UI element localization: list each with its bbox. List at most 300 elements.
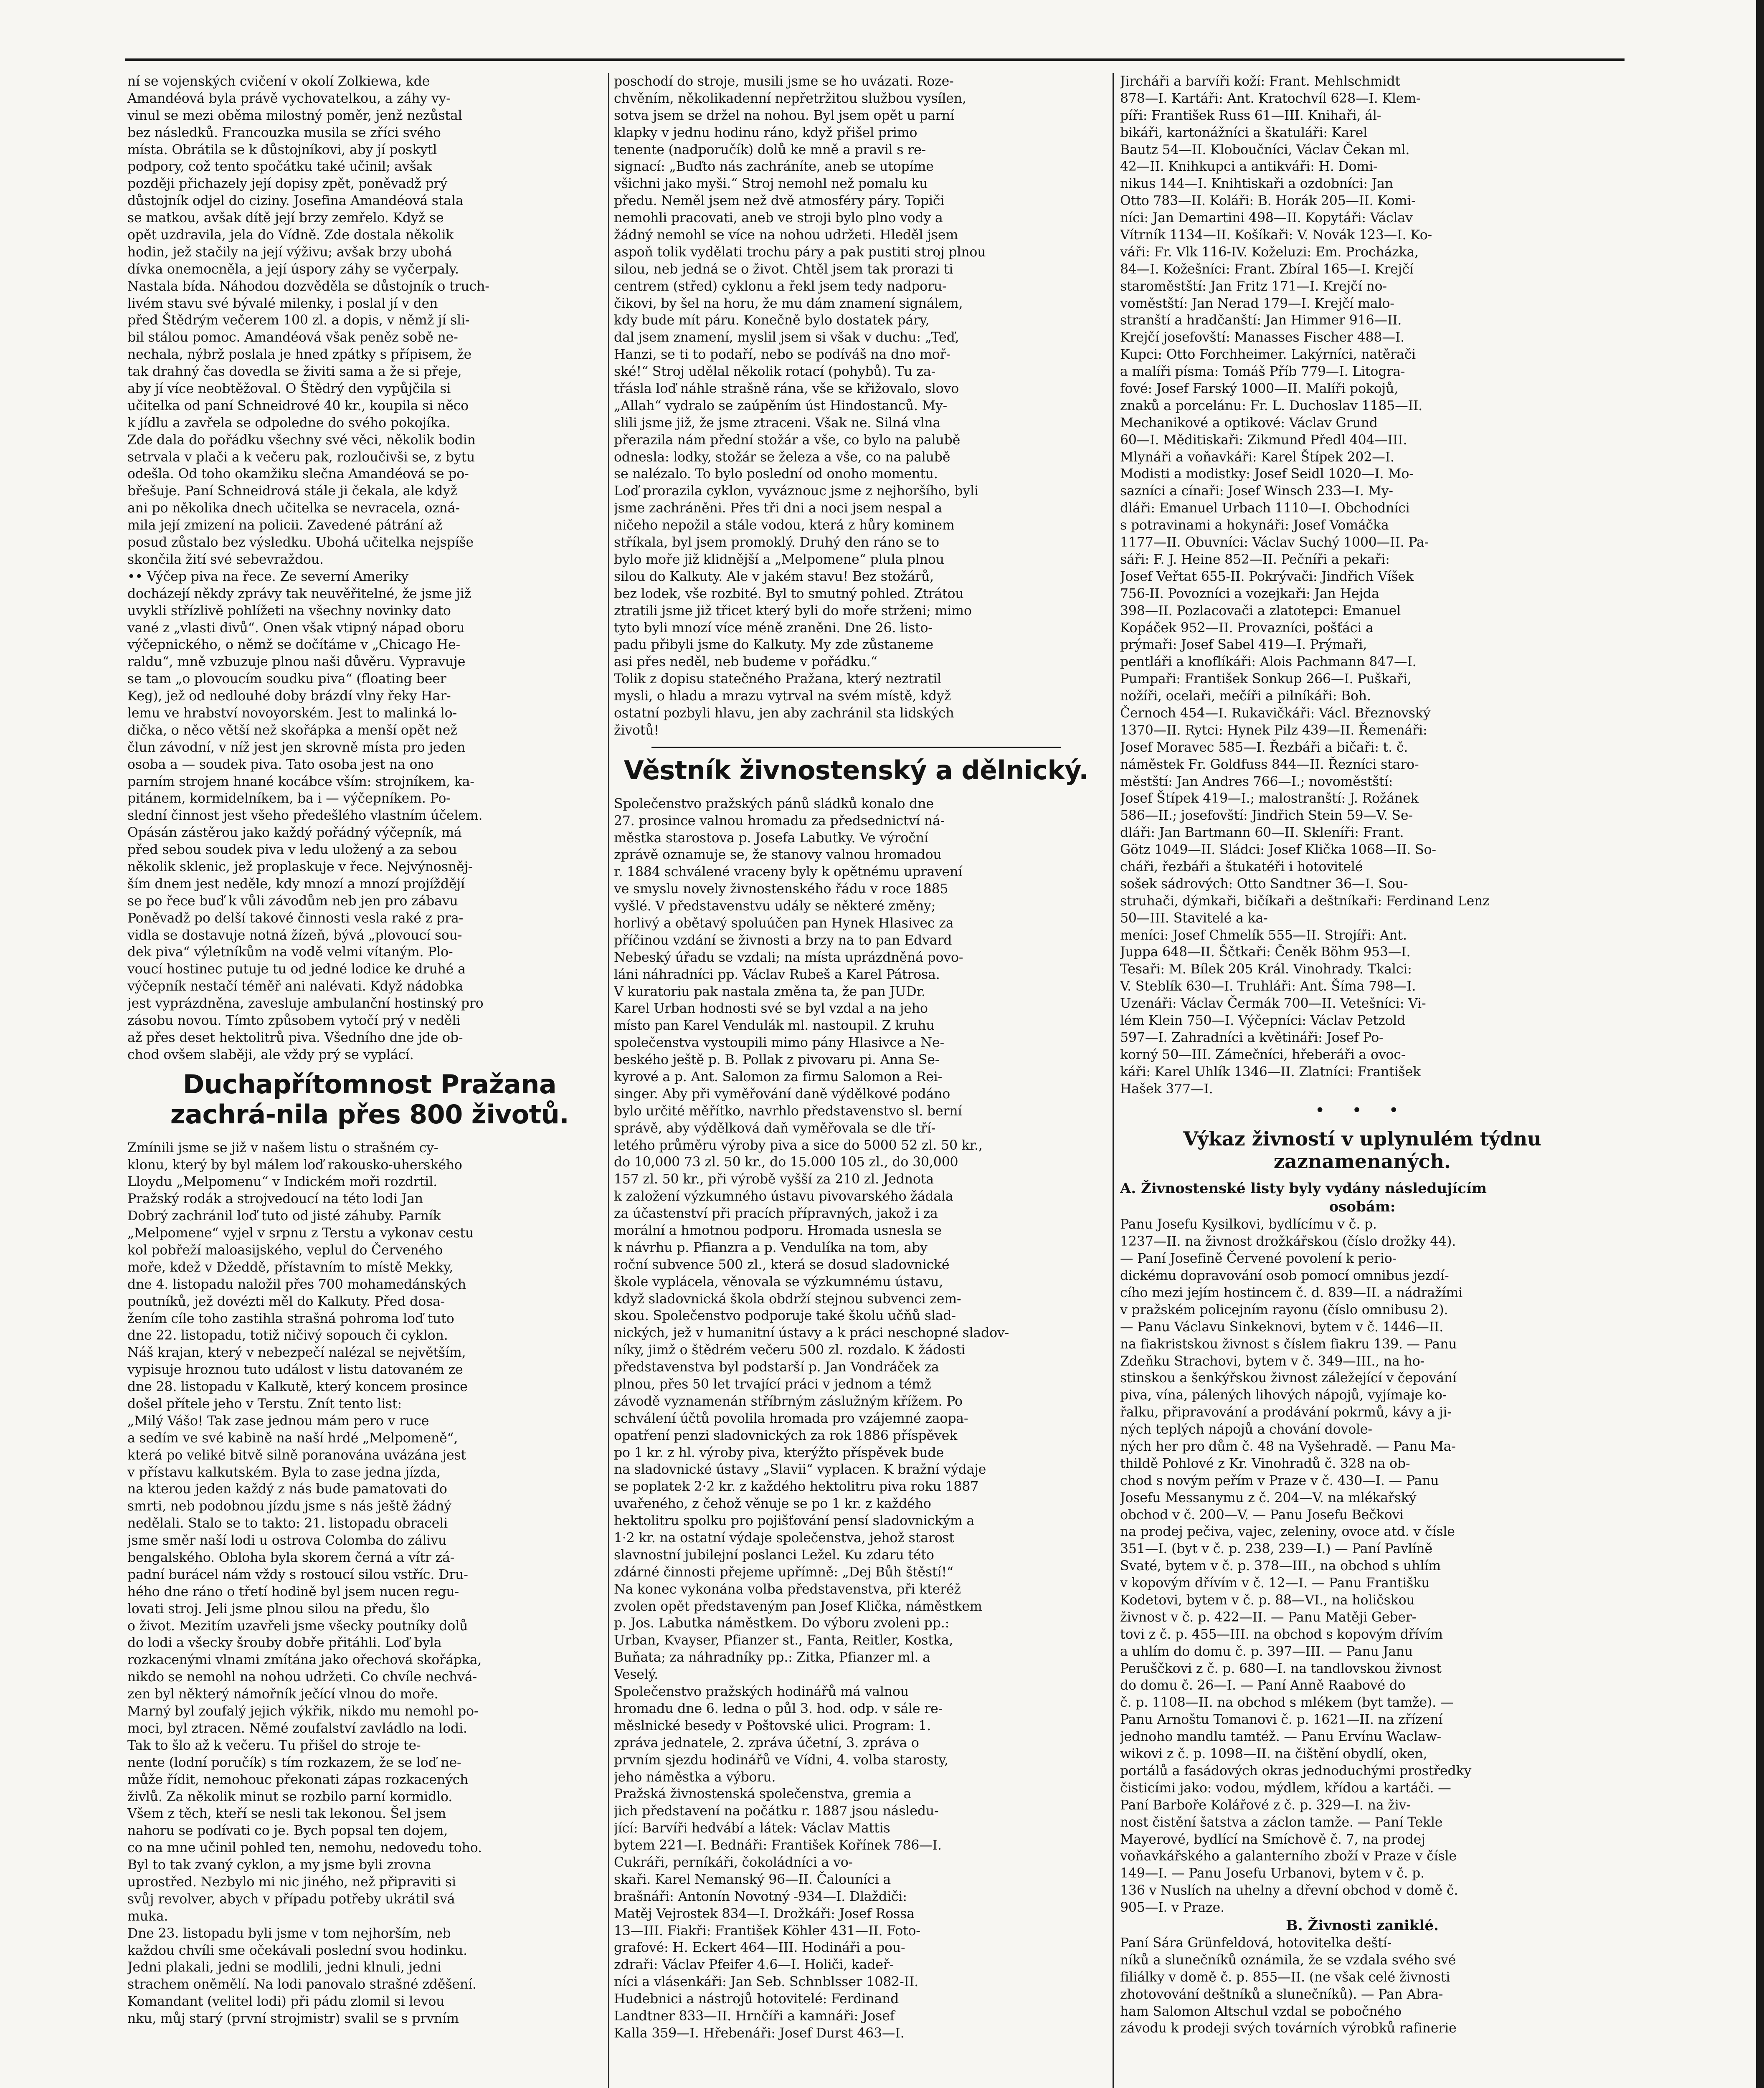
text-line: na kterou jeden každý z nás bude pamatovati do: [127, 1482, 447, 1497]
text-line: bylo určité měřítko, navrhlo představenstvo sl. berní: [614, 1103, 962, 1119]
text-line: do lodi a všecky šrouby dobře přitáhli. Loď byla: [127, 1635, 442, 1651]
text-line: předu. Neměl jsem než dvě atmosféry páry. Topiči: [614, 193, 945, 209]
text-line: svůj revolver, abych v případu potřeby ukrátil svá: [127, 1891, 455, 1907]
text-line: silou, neb jedná se o život. Chtěl jsem tak prorazi ti: [614, 261, 953, 277]
text-line: a malíři písma: Tomáš Příb 779—I. Litogra-: [1120, 364, 1405, 380]
text-line: staroměstští: Jan Fritz 171—I. Krejčí no-: [1120, 279, 1387, 294]
text-line: sošek sádrových: Otto Sandtner 36—I. Sou-: [1120, 876, 1408, 892]
text-line: jsme směr naší lodi u ostrova Colomba do zálivu: [127, 1533, 447, 1548]
column-1: [127, 73, 612, 2088]
text-line: dívka onemocněla, a její úspory záhy se vyčerpaly.: [127, 261, 459, 277]
text-line: níků a slunečníků oznámila, že se vzdala svého své: [1120, 1952, 1456, 1968]
text-line: závodě vyznamenán stříbrným záslužným křížem. Po: [614, 1394, 963, 1409]
text-line: dickému dopravování osob pomocí omnibus jezdí-: [1120, 1268, 1449, 1284]
text-line: aspoň tolik vydělati trochu páry a pak pustiti stroj plnou: [614, 244, 986, 260]
text-line: živlů. Za několik minut se rozbilo parní kormidlo.: [127, 1789, 453, 1804]
text-line: moci, byl ztracen. Němé zoufalství zavládlo na lodi.: [127, 1721, 467, 1736]
text-line: odnesla: lodky, stožár se železa a vše, co na palubě: [614, 449, 950, 465]
text-line: prvním sjezdu hodinářů ve Vídni, 4. volba starosty,: [614, 1752, 948, 1768]
text-line: znaků a porcelánu: Fr. L. Duchoslav 1185—II.: [1120, 398, 1422, 413]
text-line: Svaté, bytem v č. p. 378—III., na obchod s uhlím: [1120, 1558, 1441, 1574]
text-line: do domu č. 26—I. — Paní Anně Raabové do: [1120, 1678, 1406, 1693]
text-line: může řídit, nemohouc překonati zápas rozkacených: [127, 1772, 469, 1787]
text-line: Panu Josefu Kysilkovi, bydlícímu v č. p.: [1120, 1217, 1377, 1232]
text-line: Matěj Vejrostek 834—I. Drožkáři: Josef Rossa: [614, 1906, 915, 1921]
text-line: ostatní pozbyli hlavu, jen aby zachránil sta lidských: [614, 705, 954, 721]
text-line: Kupci: Otto Forchheimer. Lakýrníci, natěrači: [1120, 347, 1416, 362]
text-line: Lloydu „Melpomenu“ v Indickém moři rozdrtil.: [127, 1174, 437, 1190]
text-line: Bautz 54—II. Kloboučníci, Václav Čekan ml.: [1120, 142, 1410, 157]
text-line: Tolik z dopisu statečného Pražana, který neztratil: [614, 672, 941, 687]
text-line: bez lodek, vše rozbité. Byl to smutný pohled. Ztrátou: [614, 586, 964, 601]
text-line: thildě Pohlové z Kr. Vinohradů č. 328 na ob-: [1120, 1456, 1410, 1471]
text-line: posud zůstalo bez výsledku. Ubohá učitelka nejspíše: [127, 535, 474, 550]
text-line: mysli, o hladu a mrazu vytrval na svém místě, když: [614, 689, 951, 704]
text-line: beského ještě p. B. Pollak z pivovaru pi. Anna Se-: [614, 1052, 940, 1068]
text-line: voňavkářského a galanterního zboží v Praze v čísle: [1120, 1849, 1457, 1864]
text-line: dláři: Emanuel Urbach 1110—I. Obchodníci: [1120, 501, 1410, 516]
text-line: místa. Obrátila se k důstojníkovi, aby jí poskytl: [127, 142, 437, 157]
text-line: — Paní Josefině Červené povolení k perio-: [1120, 1251, 1397, 1267]
text-line: nku, můj starý (první strojmistr) svalil se s prvním: [127, 2011, 459, 2027]
text-line: živnost v č. p. 422—II. — Panu Matěji Geber-: [1120, 1609, 1417, 1625]
text-line: společenstva vystoupili mimo pány Hlasivce a Ne-: [614, 1035, 944, 1051]
text-line: bez následků. Francouzka musila se zříci svého: [127, 125, 441, 140]
text-line: poutníků, jež dovézti měl do Kalkuty. Před dosa-: [127, 1294, 445, 1309]
text-line: •• Výčep piva na řece. Ze severní Ameriky: [127, 569, 409, 584]
text-line: kdy bude mít páru. Konečně bylo dostatek páry,: [614, 313, 930, 328]
text-line: uvařeného, z čehož věnuje se po 1 kr. z každého: [614, 1496, 931, 1512]
text-line: se nalézalo. To bylo poslední od onoho momentu.: [614, 466, 938, 482]
text-line: korný 50—III. Zámečníci, hřeberáři a ovoc-: [1120, 1047, 1406, 1062]
text-line: prýmaři: Josef Sabel 419—I. Prýmaři,: [1120, 637, 1367, 653]
text-line: pentláři a knoflíkáři: Alois Pachmann 847—I.: [1120, 654, 1417, 670]
text-line: zhotovování deštníků a slunečníků). — Pan Abra-: [1120, 1987, 1443, 2002]
section-title-vestnik: Věstník živnostenský a dělnický.: [623, 755, 1089, 786]
text-line: se poplatek 2·2 kr. z každého hektolitru piva roku 1887: [614, 1479, 979, 1495]
text-line: asi přes neděl, neb budeme v pořádku.“: [614, 654, 877, 670]
text-line: co na mne učinil pohled ten, nemohu, nedovedu toho.: [127, 1840, 482, 1856]
text-line: portálů a fasádových okras jednoduchými prostředky: [1120, 1763, 1472, 1779]
column-3-text-b: [1120, 1216, 1604, 1916]
text-line: Karel Urban hodnosti své se byl vzdal a na jeho: [614, 1001, 928, 1016]
text-line: Urban, Kvayser, Pfianzer st., Fanta, Reitler, Kostka,: [614, 1633, 953, 1648]
text-line: v přístavu kalkutském. Byla to zase jedna jízda,: [127, 1465, 441, 1480]
text-line: 149—I. — Panu Josefu Urbanovi, bytem v č. p.: [1120, 1866, 1424, 1881]
text-line: bikáři, kartonážníci a škatuláři: Karel: [1120, 125, 1368, 140]
text-line: se matkou, avšak dítě její brzy zemřelo. Když se: [127, 210, 444, 226]
text-line: Josef Moravec 585—I. Řezbáři a bičaři: t. č.: [1120, 740, 1408, 755]
text-line: osoba a — soudek piva. Tato osoba jest na ono: [127, 757, 434, 772]
text-line: Pražská živnostenská společenstva, gremia a: [614, 1786, 912, 1802]
text-line: aby jí více neobtěžoval. O Štědrý den vypůjčila si: [127, 381, 451, 397]
text-line: Nastala bída. Náhodou dozvěděla se důstojník o truch-: [127, 279, 489, 294]
text-line: Hudebnici a nástrojů hotovitelé: Ferdinand: [614, 1992, 899, 2007]
text-line: nost čistění šatstva a záclon tamže. — Paní Tekle: [1120, 1814, 1443, 1830]
text-line: plnou, přes 50 let trvající práci v jednom a témž: [614, 1377, 931, 1392]
text-line: váři: Fr. Vlk 116-IV. Koželuzi: Em. Procházka,: [1120, 244, 1419, 260]
text-line: V. Steblík 630—I. Truhláři: Ant. Šíma 798—I.: [1120, 979, 1416, 994]
text-line: došel přítele jeho v Terstu. Znít tento list:: [127, 1396, 402, 1412]
text-line: — Panu Václavu Sinkeknovi, bytem v č. 1446—II.: [1120, 1319, 1444, 1335]
text-line: bengalského. Obloha byla skorem černá a vítr zá-: [127, 1550, 455, 1566]
text-line: grafové: H. Eckert 464—III. Hodináři a pou-: [614, 1940, 905, 1956]
text-line: opatření penzi sladovnických za rok 1886 příspěvek: [614, 1428, 958, 1443]
text-line: slavnostní jubilejní poslanci Ležel. Ku zdaru této: [614, 1547, 934, 1563]
text-line: káři: Karel Uhlík 1346—II. Zlatníci: František: [1120, 1064, 1421, 1079]
text-line: 905—I. v Praze.: [1120, 1900, 1224, 1916]
text-line: stranští a hradčanští: Jan Himmer 916—II.: [1120, 313, 1402, 328]
text-line: bil stálou pomoc. Amandéová však peněz sobě ne-: [127, 330, 458, 345]
text-line: na fiakristskou živnost s číslem fiakru 139. — Panu: [1120, 1336, 1457, 1352]
text-line: Josefu Messanymu z č. 204—V. na mlékařský: [1120, 1490, 1417, 1505]
text-line: sazníci a cínaři: Josef Winsch 233—I. My-: [1120, 484, 1393, 499]
text-line: klapky v jednu hodinu ráno, když přišel primo: [614, 125, 917, 140]
text-line: Panu Arnoštu Tomanovi č. p. 1621—II. na zřízení: [1120, 1712, 1443, 1728]
text-line: Marný byl zoufalý jejich výkřik, nikdo mu nemohl po-: [127, 1704, 479, 1719]
text-line: voucí hostinec putuje tu od jedné lodice ke druhé a: [127, 962, 466, 977]
text-line: dne 4. listopadu naložil přes 700 mohamedánských: [127, 1277, 466, 1292]
text-line: Loď prorazila cyklon, vyváznouc jsme z nejhoršího, byli: [614, 484, 978, 499]
text-line: vané z „vlasti divů“. Onen však vtipný nápad oboru: [127, 620, 465, 636]
column-2-text-b: [614, 796, 1098, 2042]
text-line: muka.: [127, 1908, 168, 1924]
text-line: nických, jež v humanitní ústavy a k práci neschopné sladov-: [614, 1325, 1009, 1341]
text-line: moře, kdež v Džeddě, přístavním to místě Mekky,: [127, 1259, 453, 1275]
text-line: bytem 221—I. Bednáři: František Kořínek 786—I.: [614, 1838, 942, 1853]
text-line: nedělali. Stalo se to takto: 21. listopadu obraceli: [127, 1516, 448, 1531]
text-line: mila její zmizení na policii. Zavedené pátrání až: [127, 518, 442, 533]
top-rule: [125, 58, 1625, 61]
text-line: Hanzi, se ti to podaří, nebo se podíváš na dno moř-: [614, 347, 950, 362]
text-line: zen byl některý námořník ječící vlnou do moře.: [127, 1687, 438, 1702]
text-line: Paní Sára Grünfeldová, hotovitelka deští-: [1120, 1935, 1392, 1951]
text-line: žádný nemohl se více na nohou udržeti. Hleděl jsem: [614, 228, 958, 243]
text-line: schválení účtů povolila hromada pro vzájemné zaopa-: [614, 1411, 968, 1426]
text-line: Jedni plakali, jedni se modlili, jedni klnuli, jedni: [127, 1960, 441, 1975]
text-line: a uhlím do domu č. p. 397—III. — Panu Janu: [1120, 1644, 1413, 1659]
text-line: městští: Jan Andres 766—I.; novoměstští:: [1120, 774, 1393, 789]
text-line: vinul se mezi oběma milostný poměr, jenž nezůstal: [127, 108, 462, 123]
text-line: tovi z č. p. 455—III. na obchod s kopovým dřívím: [1120, 1627, 1443, 1642]
text-line: hého dne ráno o třetí hodině byl jsem nucen regu-: [127, 1584, 459, 1599]
text-line: k návrhu p. Pfianzra a p. Vendulíka na tom, aby: [614, 1240, 928, 1255]
text-line: škole vyplácela, věnovala se výzkumnému ústavu,: [614, 1274, 943, 1290]
text-line: zdárné činnosti přejeme upřímně: „Dej Bůh štěstí!“: [614, 1564, 953, 1580]
text-line: 84—I. Kožešníci: Frant. Zbíral 165—I. Krejčí: [1120, 261, 1414, 277]
text-line: níky, jimž o štědrém večeru 500 zl. rozdalo. K žádosti: [614, 1343, 966, 1358]
text-line: a sedím ve své kabině na naší hrdé „Melpomeně“,: [127, 1430, 458, 1446]
text-line: stinskou a šenkýřskou živnost záležející v čepování: [1120, 1371, 1457, 1386]
subhead-a: A. Živnostenské listy byly vydány následujícím: [1120, 1180, 1487, 1197]
text-line: dláři: Jan Bartmann 60—II. Skleníři: Frant.: [1120, 825, 1404, 841]
text-line: parním strojem hnané kocábce vším: strojníkem, ka-: [127, 774, 474, 789]
text-line: Dne 23. listopadu byli jsme v tom nejhorším, neb: [127, 1926, 451, 1941]
column-1-text-a: [127, 73, 612, 1064]
text-line: roční subvence 500 zl., která se dosud sladovnické: [614, 1257, 950, 1272]
text-line: podpory, což tento spočátku také učinil; avšak: [127, 159, 432, 175]
text-line: obchod v č. 200—V. — Panu Josefu Bečkovi: [1120, 1507, 1404, 1523]
text-line: třásla loď náhle strašně rána, vše se křižovalo, slovo: [614, 381, 959, 397]
text-line: po 1 kr. z hl. výroby piva, kterýžto příspěvek bude: [614, 1445, 944, 1460]
text-line: 60—I. Měditiskaři: Zikmund Předl 404—III.: [1120, 432, 1407, 448]
text-line: čisticími jako: vodou, mýdlem, křídou a kartáči. —: [1120, 1780, 1451, 1796]
text-line: stříkala, byl jsem promoklý. Druhý den ráno se to: [614, 535, 939, 550]
text-line: lém Klein 750—I. Výčepníci: Václav Petzold: [1120, 1013, 1406, 1028]
text-line: wikovi z č. p. 1098—II. na čištění obydlí, oken,: [1120, 1746, 1427, 1762]
text-line: piva, vína, pálených lihových nápojů, vyjímaje ko-: [1120, 1388, 1447, 1403]
text-line: 27. prosince valnou hromadu za předsednictví ná-: [614, 813, 945, 829]
text-line: Josef Veřtat 655-II. Pokrývači: Jindřich Víšek: [1120, 569, 1414, 584]
text-line: centrem (střed) cyklonu a řekl jsem tedy nadporu-: [614, 279, 947, 294]
text-line: dička, o něco větší než skořápka a menší opět než: [127, 722, 457, 738]
text-line: padu přibyli jsme do Kalkuty. My zde zůstaneme: [614, 637, 933, 653]
text-line: ské!“ Stroj udělal několik rotací (pohybů). Tu za-: [614, 364, 936, 380]
text-line: Veselý.: [614, 1667, 658, 1683]
text-line: Jircháři a barvíři koží: Frant. Mehlschmidt: [1120, 74, 1400, 89]
text-line: k jídlu a zavřela se odpoledne do svého pokojíka.: [127, 415, 451, 431]
text-line: Buňata; za náhradníky pp.: Zitka, Pfianzer ml. a: [614, 1650, 930, 1665]
text-line: pitánem, kormidelníkem, ba i — výčepníkem. Po-: [127, 791, 451, 806]
text-line: hodin, jež stačily na její výživu; avšak brzy ubohá: [127, 244, 452, 260]
text-line: Götz 1049—II. Sládci: Josef Klička 1068—II. So-: [1120, 842, 1436, 858]
text-line: za účastenství při pracích přípravných, jakož i za: [614, 1206, 938, 1221]
text-line: v pražském policejním rayonu (číslo omnibusu 2).: [1120, 1302, 1448, 1318]
text-line: později přichazely její dopisy zpět, poněvadž prý: [127, 176, 448, 192]
text-line: Společenstvo pražských pánů sládků konalo dne: [614, 796, 934, 811]
text-line: r. 1884 schválené vraceny byly k opětnému upravení: [614, 864, 963, 880]
section-title-vykaz: Výkaz živností v uplynulém týdnu zaznamenaných.: [1183, 1128, 1541, 1173]
text-line: uvykli střízlivě pohlížeti na všechny novinky dato: [127, 603, 451, 618]
column-divider-2: [1113, 73, 1114, 2088]
text-line: se tam „o plovoucím soudku piva“ (floating beer: [127, 672, 446, 687]
text-line: zdraři: Václav Pfeifer 4.6—I. Holiči, kadeř-: [614, 1957, 894, 1973]
text-line: vidla se dostavuje notná žízeň, bývá „plovoucí sou-: [127, 927, 462, 943]
text-line: nikus 144—I. Knihtiskaři a ozdobníci: Jan: [1120, 176, 1393, 192]
text-line: Mechanikové a optikové: Václav Grund: [1120, 415, 1378, 431]
text-line: nemohli pracovati, aneb ve stroji bylo plno vody a: [614, 210, 943, 226]
text-line: poschodí do stroje, musili jsme se ho uvázati. Roze-: [614, 74, 954, 89]
text-line: ní se vojenských cvičení v okolí Zolkiewa, kde: [127, 74, 430, 89]
text-line: ných her pro dům č. 48 na Vyšehradě. — Panu Ma-: [1120, 1439, 1456, 1455]
text-line: 1237—II. na živnost drožkářskou (číslo drožky 44).: [1120, 1234, 1456, 1249]
text-line: cího mezi jejím hostincem č. d. 839—II. a nádražími: [1120, 1285, 1463, 1300]
text-line: skaři. Karel Nemanský 96—II. Čalouníci a: [614, 1872, 891, 1887]
text-line: Nebeský úřadu se vzdali; na místa uprázdněná povo-: [614, 950, 963, 965]
text-line: chod s novým peřím v Praze v č. 430—I. — Panu: [1120, 1473, 1439, 1488]
text-line: 878—I. Kartáři: Ant. Kratochvíl 628—I. Klem-: [1120, 91, 1421, 106]
text-line: skončila žití své sebevraždou.: [127, 552, 324, 567]
text-line: 1177—II. Obuvníci: Václav Suchý 1000—II. Pa-: [1120, 535, 1429, 550]
text-line: na sladovnické ústavy „Slavii“ vyplacen. K bražní výdaje: [614, 1462, 986, 1477]
text-line: žením cíle toho zastihla strašná pohroma loď tuto: [127, 1311, 454, 1326]
text-line: ničeho nepožil a stále vodou, která z hůry kominem: [614, 518, 955, 533]
text-line: vyšlé. V představenstvu udály se některé změny;: [614, 899, 936, 914]
text-line: sotva jsem se držel na nohou. Byl jsem opět u parní: [614, 108, 954, 123]
right-edge-margin: [1756, 0, 1764, 2088]
text-line: struhači, dýmkaři, bičíkaři a deštníkaři: Ferdinand Lenz: [1120, 893, 1490, 909]
text-line: která po veliké bitvě silně poranována uvázána jest: [127, 1447, 466, 1463]
text-line: silou do Kalkuty. Ale v jakém stavu! Bez stožárů,: [614, 569, 934, 584]
text-line: letého průměru výroby piva a sice do 5000 52 zl. 50 kr.,: [614, 1138, 983, 1153]
text-line: až přes deset hektolitrů piva. Všedního dne jde ob-: [127, 1030, 463, 1045]
text-line: níci: Jan Demartini 498—II. Kopytáři: Václav: [1120, 210, 1413, 226]
text-line: dal jsem znamení, myslil jsem si však v duchu: „Teď,: [614, 330, 959, 345]
text-line: meníci: Josef Chmelík 555—II. Strojíři: Ant.: [1120, 927, 1407, 943]
text-line: voměstští: Jan Nerad 179—I. Krejčí malo-: [1120, 296, 1394, 311]
column-3: [1120, 73, 1604, 2088]
text-line: chod ovšem slaběji, ale vždy prý se vyplácí.: [127, 1047, 414, 1062]
text-line: břešuje. Paní Schneidrová stále ji čekala, ale když: [127, 484, 457, 499]
text-line: tyto byli mnozí více méně zraněni. Dne 26. listo-: [614, 620, 933, 636]
text-line: nahoru se podívati co je. Bych popsal ten dojem,: [127, 1823, 448, 1839]
column-3-text-a: [1120, 73, 1604, 1097]
text-line: 157 zl. 50 kr., při výrobě vyšší za 210 zl. Jednota: [614, 1172, 934, 1187]
text-line: brašnáři: Antonín Novotný -934—I. Dlaždiči:: [614, 1889, 907, 1904]
text-line: Byl to tak zvaný cyklon, a my jsme byli zrovna: [127, 1857, 431, 1873]
text-line: přerazila nám přední stožár a vše, co bylo na palubě: [614, 432, 961, 448]
text-line: cháři, řezbáři a štukatéři i hotovitelé: [1120, 859, 1363, 874]
text-line: Juppa 648—II. Ščtkaři: Čeněk Böhm 953—I.: [1120, 945, 1411, 960]
text-line: Krejčí josefovští: Manasses Fischer 488—I.: [1120, 330, 1404, 345]
text-line: Společenstvo pražských hodinářů má valnou: [614, 1684, 909, 1700]
text-line: raldu“, mně vzbuzuje plnou naši důvěru. Vypravuje: [127, 654, 466, 670]
text-line: každou chvíli sme očekávali poslední svou hodinku.: [127, 1943, 467, 1958]
column-3-text-c: [1120, 1935, 1604, 2037]
text-line: „Milý Vášo! Tak zase jednou mám pero v ruce: [127, 1413, 429, 1429]
text-line: padní burácel nám vždy s rostoucí silou vstříc. Dru-: [127, 1567, 468, 1582]
text-line: Tesaři: M. Bílek 205 Král. Vinohrady. Tkalci:: [1120, 962, 1412, 977]
column-2: [614, 73, 1098, 2088]
text-line: livém stavu své bývalé milenky, i poslal jí v den: [127, 296, 438, 311]
text-line: 42—II. Knihkupci a antikváři: H. Domi-: [1120, 159, 1378, 175]
text-line: představenstva byl podstarší p. Jan Vondráček za: [614, 1360, 939, 1375]
text-line: před sebou soudek piva v ledu uložený a za sebou: [127, 842, 457, 858]
text-line: řalku, připravování a prodávání pokrmů, kávy a ji-: [1120, 1405, 1452, 1420]
text-line: tak drahný čas dovedla se živiti sama a že si přeje,: [127, 364, 462, 380]
text-line: zprávě oznamuje se, že stanovy valnou hromadou: [614, 847, 942, 863]
text-line: dne 22. listopadu, totiž ničivý sopouch či cyklon.: [127, 1328, 448, 1343]
text-line: důstojník odjel do ciziny. Josefina Amandéová stala: [127, 193, 464, 209]
text-line: 1·2 kr. na ostatní výdaje společenstva, jehož starost: [614, 1531, 955, 1546]
text-line: jednoho mandlu tamtéž. — Panu Ervínu Waclaw-: [1120, 1729, 1441, 1745]
text-line: strachem oněmělí. Na lodi panovalo strašné zděšení.: [127, 1977, 476, 1992]
text-line: Peruščkovi z č. p. 680—I. na tandlovskou živnost: [1120, 1661, 1442, 1676]
text-line: člun závodní, v níž jest jen skrovně místa pro jeden: [127, 740, 466, 755]
text-line: několik sklenic, jež proplaskuje v řece. Nejvýnosněj-: [127, 859, 473, 874]
text-line: čikovi, by šel na horu, že mu dám znamení signálem,: [614, 296, 963, 311]
text-line: měslnické besedy v Poštovské ulici. Program: 1.: [614, 1718, 931, 1733]
text-line: Na konec vykonána volba představenstva, při kteréž: [614, 1581, 961, 1597]
text-line: jící: Barvíři hedvábí a látek: Václav Mattis: [614, 1821, 890, 1836]
text-line: Landtner 833—II. Hrnčíři a kamnáři: Josef: [614, 2008, 895, 2024]
text-line: skou. Společenstvo podporuje také školu učňů slad-: [614, 1308, 956, 1324]
text-line: Zmínili jsme se již v našem listu o strašném cy-: [127, 1140, 438, 1155]
text-line: Josef Štípek 419—I.; malostranští: J. Rožánek: [1120, 791, 1419, 806]
text-line: singer. Aby při vyměřování daně výdělkové podáno: [614, 1086, 950, 1102]
text-line: morální a hmotnou podporu. Hromada usnesla se: [614, 1223, 942, 1238]
text-line: Uzenáři: Václav Čermák 700—II. Vetešníci: Vi-: [1120, 996, 1426, 1011]
text-line: uprostřed. Nezbylo mi nic jiného, než připraviti si: [127, 1874, 456, 1890]
text-line: 586—II.; josefovští: Jindřich Stein 59—V. Se-: [1120, 808, 1413, 824]
text-line: o život. Mezitím uzavřeli jsme všecky poutníky dolů: [127, 1618, 468, 1634]
text-line: 50—III. Stavitelé a ka-: [1120, 910, 1268, 926]
text-line: ani po několika dnech učitelka se nevracela, ozná-: [127, 501, 460, 516]
text-line: ham Salomon Altschul vzdal se pobočného: [1120, 2004, 1402, 2019]
text-line: 597—I. Zahradníci a květináři: Josef Po-: [1120, 1030, 1384, 1045]
text-line: setrvala v plači a k večeru pak, rozloučivši se, z bytu: [127, 449, 475, 465]
column-2-text-a: [614, 73, 1098, 739]
text-line: do 10,000 73 zl. 50 kr., do 15.000 105 zl., do 30,000: [614, 1155, 958, 1170]
text-line: smrti, neb podobnou jízdu jsme s nás ještě žádný: [127, 1499, 451, 1514]
text-line: lovati stroj. Jeli jsme plnou silou na předu, šlo: [127, 1601, 430, 1617]
text-line: Dobrý zachránil loď tuto od jisté záhuby. Parník: [127, 1209, 441, 1224]
text-line: Černoch 454—I. Rukavičkáři: Václ. Březnovský: [1120, 705, 1431, 721]
text-line: ve smyslu novely živnostenského řádu v roce 1885: [614, 882, 948, 897]
text-line: správě, aby výdělková daň vyměřovala se dle tří-: [614, 1120, 936, 1136]
text-line: se po řece buď k vůli závodům neb jen pro zábavu: [127, 893, 458, 909]
text-line: Tak to šlo až k večeru. Tu přišel do stroje te-: [127, 1738, 421, 1753]
text-line: Vítrník 1134—II. Košíkaři: V. Novák 123—I. Ko-: [1120, 228, 1432, 243]
text-line: tenente (nadporučík) dolů ke mně a pravil s re-: [614, 142, 926, 157]
text-line: opět uzdravila, jela do Vídně. Zde dostala několik: [127, 228, 454, 243]
text-line: Náš krajan, který v nebezpečí nalézal se největším,: [127, 1345, 466, 1361]
text-line: místo pan Karel Vendulák ml. nastoupil. Z kruhu: [614, 1018, 935, 1034]
text-line: V kuratoriu pak nastala změna ta, že pan JUDr.: [614, 984, 925, 999]
article-title: Duchapřítomnost Pražana zachrá-nila přes 800 životů.: [170, 1069, 569, 1130]
text-line: Hašek 377—I.: [1120, 1081, 1213, 1097]
text-line: životů!: [614, 722, 659, 738]
column-1-text-b: [127, 1140, 612, 2027]
text-line: s potravinami a hokynáři: Josef Vomáčka: [1120, 518, 1389, 533]
text-line: signací: „Buďto nás zachráníte, aneb se utopíme: [614, 159, 934, 175]
text-line: hektolitru spolku pro pojišťování pensí sladovnickým a: [614, 1513, 975, 1529]
text-line: dek piva“ výletníkům na vodě velmi vítaným. Plo-: [127, 945, 453, 960]
text-line: slední činnost jest všeho předešlého vlastním účelem.: [127, 808, 483, 824]
text-line: učitelka od paní Schneidrové 40 kr., koupila si něco: [127, 398, 469, 413]
text-line: Keg), jež od nedlouhé doby brázdí vlny řeky Har-: [127, 689, 451, 704]
text-line: 1370—II. Rytci: Hynek Pilz 439—II. Řemenáři:: [1120, 722, 1427, 738]
text-line: nožíři, ocelaři, mečíři a pilníkáři: Boh.: [1120, 689, 1371, 704]
text-line: docházejí někdy zprávy tak neuvěřitelné, že jsme již: [127, 586, 471, 601]
text-line: Mayerové, bydlící na Smíchově č. 7, na prodej: [1120, 1832, 1425, 1847]
text-line: 398—II. Pozlacovači a zlatotepci: Emanuel: [1120, 603, 1401, 618]
text-line: 351—I. (byt v č. p. 238, 239—I.) — Paní Pavlíně: [1120, 1541, 1432, 1557]
text-line: Opásán zástěrou jako každý pořádný výčepník, má: [127, 825, 462, 841]
text-line: bylo moře již klidnější a „Melpomene“ plula plnou: [614, 552, 944, 567]
text-line: všichni jako myši.“ Stroj nemohl než pomalu ku: [614, 176, 928, 192]
text-line: „Allah“ vydralo se zaúpěním úst Hindostanců. My-: [614, 398, 947, 413]
text-line: před Štědrým večerem 100 zl. a dopis, v němž jí sli-: [127, 313, 470, 328]
section-divider: [651, 747, 1061, 748]
text-line: Kopáček 952—II. Provazníci, pošťáci a: [1120, 620, 1374, 636]
text-line: rozkacenými vlnami zmítána jako ořechová skořápka,: [127, 1652, 482, 1668]
text-line: hromadu dne 6. ledna o půl 3. hod. odp. v sále re-: [614, 1701, 943, 1716]
text-line: Zde dala do pořádku všechny své věci, několik bodin: [127, 432, 476, 448]
text-line: láni náhradníci pp. Václav Rubeš a Karel Pátrosa.: [614, 967, 940, 982]
text-line: náměstek Fr. Goldfuss 844—II. Řezníci staro-: [1120, 757, 1419, 772]
subhead-a2: osobám:: [1329, 1199, 1396, 1216]
text-line: dne 28. listopadu v Kalkutě, který koncem prosince: [127, 1379, 468, 1395]
text-line: filiálky v domě č. p. 855—II. (ne však celé živnosti: [1120, 1969, 1450, 1985]
text-line: nente (lodní poručík) s tím rozkazem, že se loď ne-: [127, 1755, 461, 1770]
text-line: Modisti a modistky: Josef Seidl 1020—I. Mo-: [1120, 466, 1414, 482]
text-line: výčepnického, o němž se dočítáme v „Chicago He-: [127, 637, 460, 653]
text-line: Mlynáři a voňavkáři: Karel Štípek 202—I.: [1120, 449, 1394, 465]
text-line: Kodetovi, bytem v č. p. 88—VI., na holičskou: [1120, 1593, 1415, 1608]
text-line: když sladovnická škola obdrží stejnou subvenci zem-: [614, 1291, 961, 1307]
text-line: p. Jos. Labutka náměstkem. Do výboru zvoleni pp.:: [614, 1616, 950, 1631]
